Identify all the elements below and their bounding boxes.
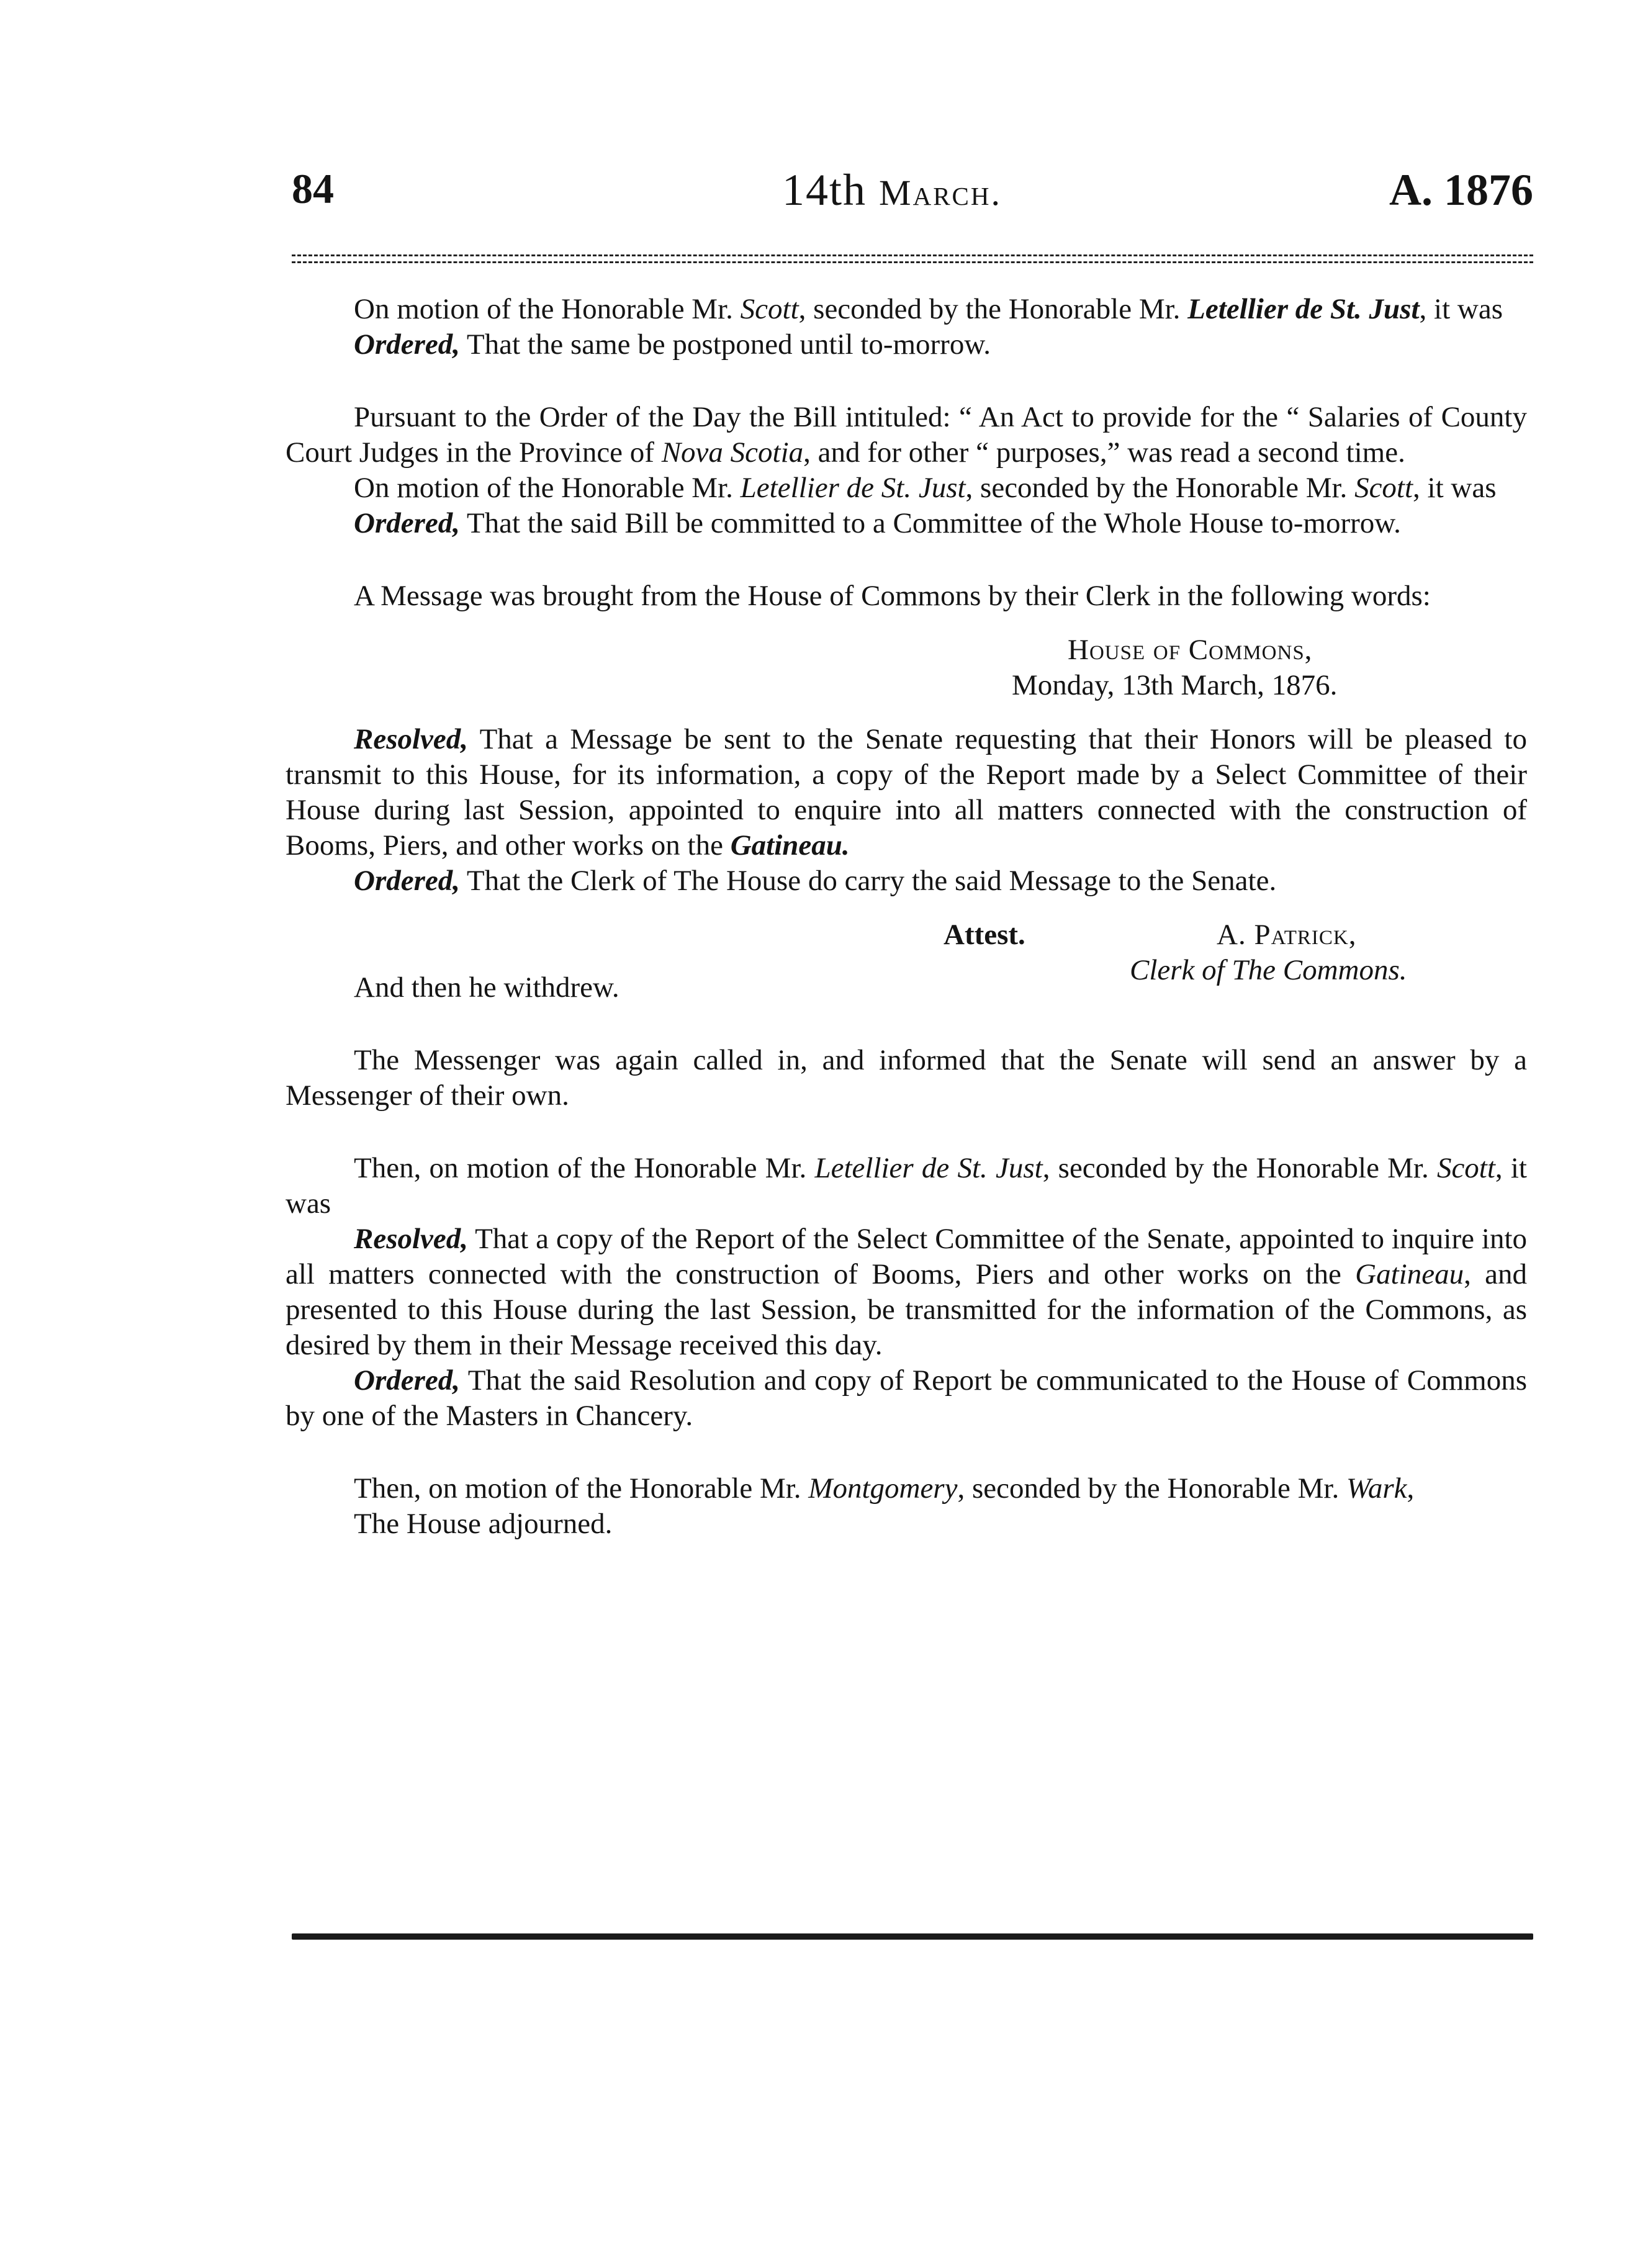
place-italic: Gatineau. xyxy=(730,829,850,862)
text: That the same be postponed until to-morrow. xyxy=(460,328,991,361)
resolved-paragraph-1 xyxy=(286,722,1527,863)
text: That the said Bill be committed to a Committee of the Whole House to-morrow. xyxy=(460,507,1401,539)
ordered-label: Ordered, xyxy=(354,1364,460,1397)
text: , seconded by the Honorable Mr. xyxy=(1042,1152,1437,1184)
name-italic: Montgomery xyxy=(808,1472,958,1505)
clerk-title: Clerk of The Commons. xyxy=(1130,954,1407,986)
order-paragraph-1 xyxy=(286,327,1527,362)
text: , seconded by the Honorable Mr. xyxy=(965,472,1355,504)
motion-paragraph-4 xyxy=(286,1471,1527,1506)
text: , seconded by the Honorable Mr. xyxy=(798,293,1188,325)
withdrew-line: And then he withdrew. xyxy=(354,971,619,1004)
text: Pursuant to the Order of the Day the Bill intituled: “ An Act to provide for the “ Salaries of County Court Judges in the Province of xyxy=(286,401,1527,469)
clerk-name: A. Patrick, xyxy=(1217,919,1357,951)
order-clerk-paragraph xyxy=(286,863,1527,899)
text: That the said Resolution and copy of Report be communicated to the House of Commons by one of the Masters in Chancery. xyxy=(286,1364,1527,1432)
attest-row-2 xyxy=(286,953,1527,1004)
page-title xyxy=(782,164,1002,216)
text: That a Message be sent to the Senate requesting that their Honors will be pleased to transmit to this House, for its information, a copy of the Report made by a Select Committee of their House during last Session, appointed to enquire into all matters connected with the construction of Booms, Piers, and other works on the xyxy=(286,723,1527,862)
message-intro: A Message was brought from the House of Commons by their Clerk in the following words: xyxy=(354,580,1431,612)
order-paragraph-2 xyxy=(286,506,1527,541)
text: , xyxy=(1407,1472,1415,1505)
place-italic: Nova Scotia xyxy=(661,436,804,469)
name-italic: Letellier de St. Just xyxy=(814,1152,1043,1184)
spacer xyxy=(286,541,1527,578)
ordered-label: Ordered, xyxy=(354,507,460,539)
document-body xyxy=(286,292,1527,1542)
house-of-commons: House of Commons, xyxy=(1068,634,1313,666)
name-italic: Letellier de St. Just xyxy=(1187,293,1420,325)
page-header xyxy=(292,164,1533,220)
spacer xyxy=(286,703,1527,722)
order-paragraph-final xyxy=(286,1363,1527,1434)
spacer xyxy=(286,614,1527,632)
place-italic: Gatineau xyxy=(1355,1258,1464,1290)
messenger-paragraph: The Messenger was again called in, and informed that the Senate will send an answer by a Messenger of their own. xyxy=(286,1044,1527,1112)
resolved-label: Resolved, xyxy=(354,1223,469,1255)
text: , it was xyxy=(1419,293,1503,325)
text: On motion of the Honorable Mr. xyxy=(354,472,741,504)
name-italic: Wark xyxy=(1346,1472,1407,1505)
text: That a copy of the Report of the Select Committee of the Senate, appointed to inquire into all matters connected with the construction of Booms, Piers and other works on the xyxy=(286,1223,1527,1290)
attest-row xyxy=(286,917,1527,953)
name-italic: Letellier de St. Just xyxy=(740,472,966,504)
text: , seconded by the Honorable Mr. xyxy=(957,1472,1346,1505)
ordered-label: Ordered, xyxy=(354,328,460,361)
text: , it was xyxy=(1413,472,1497,504)
motion-paragraph-1 xyxy=(286,292,1527,327)
title-day: 14th xyxy=(782,165,880,215)
text: Then, on motion of the Honorable Mr. xyxy=(354,1152,815,1184)
message-date: Monday, 13th March, 1876. xyxy=(1012,669,1338,701)
text: , it was xyxy=(286,1152,1527,1220)
attest-label: Attest. xyxy=(944,919,1025,951)
motion-paragraph-2 xyxy=(286,470,1527,506)
text: , and presented to this House during the last Session, be transmitted for the information of the Commons, as desired by them in their Message received this day. xyxy=(286,1258,1527,1361)
commons-heading xyxy=(1012,632,1527,703)
name-italic: Scott xyxy=(740,293,799,325)
text: That the Clerk of The House do carry the said Message to the Senate. xyxy=(460,865,1277,897)
spacer xyxy=(286,1434,1527,1471)
text: , and for other “ purposes,” was read a second time. xyxy=(803,436,1405,469)
title-month: March. xyxy=(879,173,1002,213)
spacer xyxy=(286,899,1527,917)
resolved-paragraph-2 xyxy=(286,1222,1527,1363)
adjourned-line: The House adjourned. xyxy=(354,1508,613,1540)
header-rule xyxy=(292,254,1533,263)
footer-rule xyxy=(292,1933,1533,1940)
ordered-label: Ordered, xyxy=(354,865,460,897)
page-number: 84 xyxy=(292,165,334,212)
spacer xyxy=(286,362,1527,400)
text: Then, on motion of the Honorable Mr. xyxy=(354,1472,809,1505)
text: On motion of the Honorable Mr. xyxy=(354,293,741,325)
resolved-label: Resolved, xyxy=(354,723,469,755)
name-italic: Scott xyxy=(1354,472,1413,504)
bill-paragraph xyxy=(286,400,1527,470)
motion-paragraph-3 xyxy=(286,1151,1527,1222)
name-italic: Scott xyxy=(1436,1152,1495,1184)
spacer xyxy=(286,1114,1527,1151)
page-year: A. 1876 xyxy=(1389,165,1533,215)
